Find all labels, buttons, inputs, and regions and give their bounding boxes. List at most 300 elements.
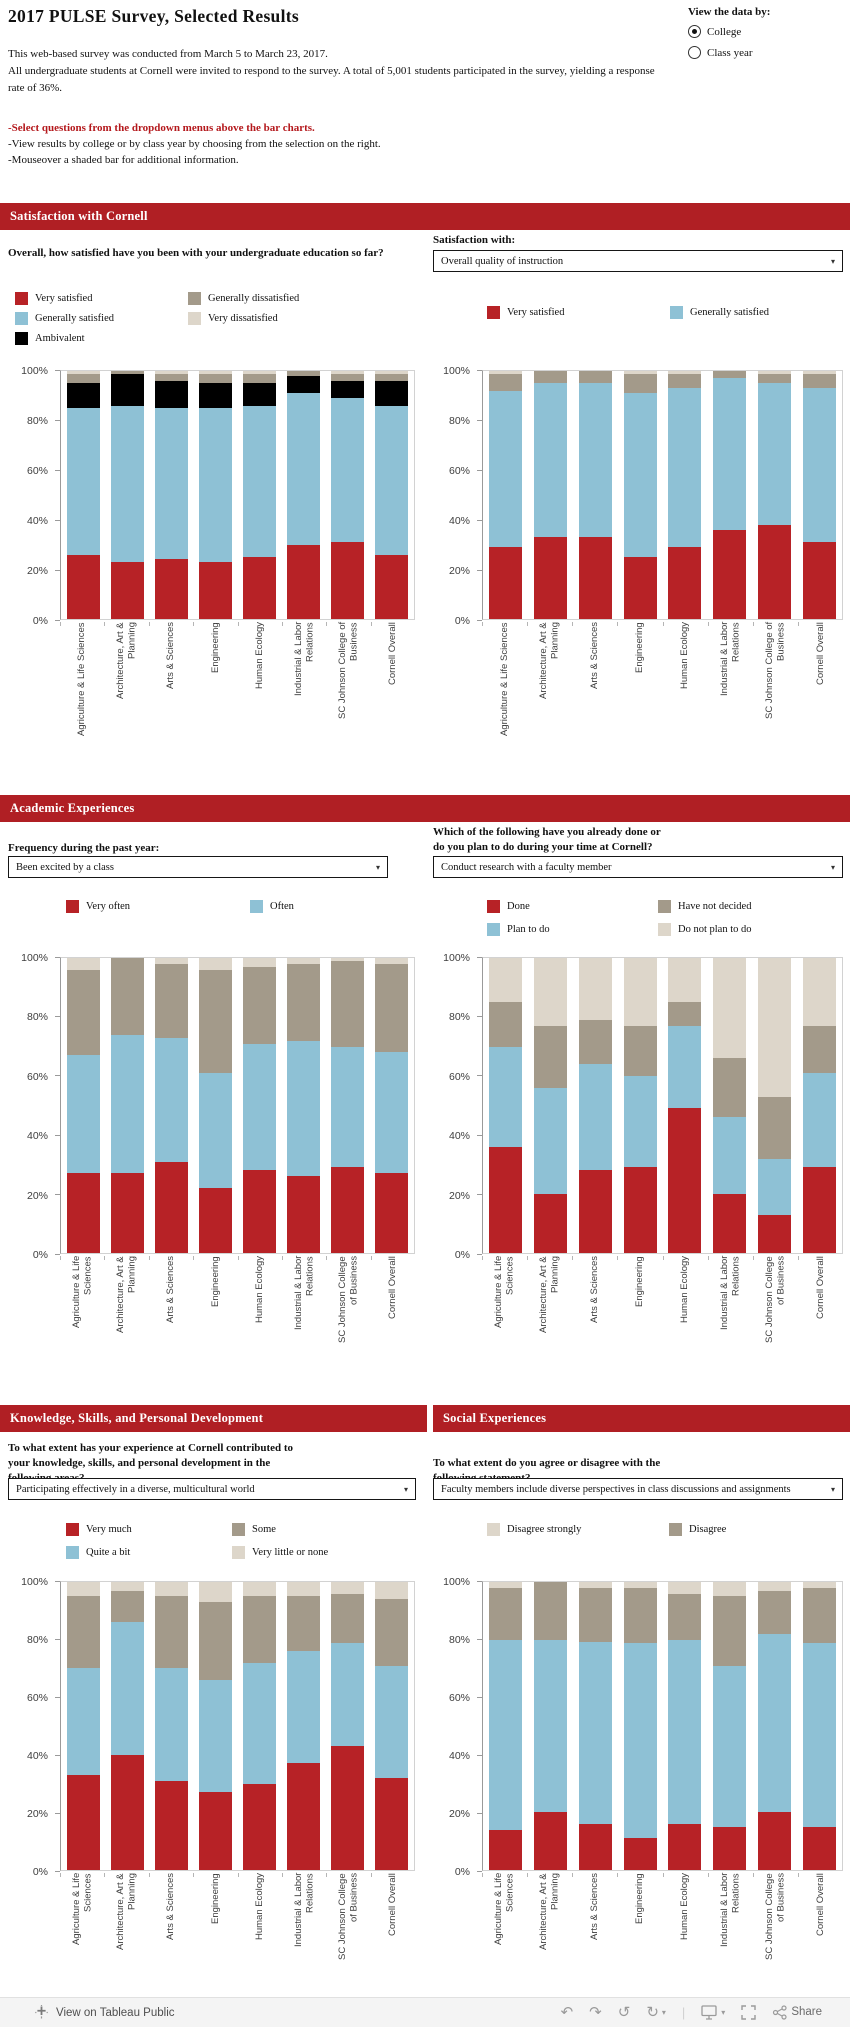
legend-swatch (66, 1523, 79, 1536)
chevron-down-icon: ▾ (375, 862, 380, 872)
x-axis-label (371, 1256, 415, 1384)
bar-segment[interactable] (67, 1668, 100, 1775)
bar-8 (375, 371, 408, 619)
view-on-tableau-link[interactable] (34, 2005, 175, 2020)
bar-segment[interactable] (534, 1812, 567, 1870)
x-axis-label-line: Planning (126, 622, 138, 659)
bar-segment[interactable] (111, 562, 144, 619)
bar-segment[interactable] (579, 1642, 612, 1823)
bar-segment[interactable] (375, 1778, 408, 1870)
bar-segment[interactable] (758, 525, 791, 619)
bar-segment[interactable] (199, 970, 232, 1073)
bar-segment[interactable] (534, 1640, 567, 1813)
legend-item[interactable] (487, 1518, 669, 1541)
plot-area (60, 370, 415, 620)
bar-segment[interactable] (67, 970, 100, 1056)
bar-segment[interactable] (111, 958, 144, 1035)
legend-item[interactable] (15, 288, 188, 308)
bar-segment[interactable] (375, 374, 408, 381)
bar-segment[interactable] (331, 542, 364, 619)
description-line: All undergraduate students at Cornell were invited to respond to the survey. A total of 5,001 students participated in the survey, yielding a response rate of 36%. (8, 65, 655, 95)
x-axis-label-line: SC Johnson College of (337, 622, 349, 720)
bar-segment[interactable] (489, 1002, 522, 1046)
x-axis-label (753, 622, 798, 767)
legend-swatch (487, 306, 500, 319)
bar-segment[interactable] (534, 537, 567, 619)
bar-segment[interactable] (155, 964, 188, 1038)
bar-2 (111, 958, 144, 1253)
bar-segment[interactable] (489, 1588, 522, 1640)
dropdown-plans[interactable] (433, 856, 843, 878)
bar-segment[interactable] (803, 1588, 836, 1643)
bar-segment[interactable] (287, 964, 320, 1041)
bar-segment[interactable] (67, 1596, 100, 1668)
bar-segment[interactable] (155, 559, 188, 619)
bar-segment[interactable] (375, 1599, 408, 1665)
bar-segment[interactable] (803, 388, 836, 542)
bar-segment[interactable] (579, 1020, 612, 1064)
bar-segment[interactable] (624, 1588, 657, 1643)
bar-segment[interactable] (155, 1781, 188, 1870)
bar-segment[interactable] (668, 1582, 701, 1594)
x-axis-label-text (764, 1256, 787, 1384)
bar-segment[interactable] (331, 1047, 364, 1168)
bar-segment[interactable] (624, 1076, 657, 1167)
legend-item[interactable] (15, 328, 188, 348)
legend-label: Quite a bit (86, 1547, 131, 1558)
y-tick-label: 0% (32, 615, 48, 627)
bar-segment[interactable] (243, 1582, 276, 1596)
bar-segment[interactable] (758, 958, 791, 1097)
x-axis-label-line: Industrial & Labor (718, 622, 730, 697)
bar-2 (534, 371, 567, 619)
reset-view-icon[interactable]: ↺ (617, 2004, 631, 2021)
bar-segment[interactable] (668, 1594, 701, 1640)
bar-segment[interactable] (624, 958, 657, 1026)
bar-segment[interactable] (803, 1073, 836, 1167)
bar-segment[interactable] (713, 1827, 746, 1870)
y-tick-label: 20% (448, 1808, 470, 1820)
radio-unselected-icon (688, 46, 701, 59)
x-axis-label-line: SC Johnson College (763, 1873, 775, 1960)
bar-segment[interactable] (668, 1026, 701, 1109)
bar-segment[interactable] (534, 371, 567, 383)
bar-segment[interactable] (375, 1666, 408, 1778)
share-nodes-icon (772, 2005, 788, 2020)
bar-segment[interactable] (331, 374, 364, 381)
undo-icon[interactable]: ↶ (560, 2004, 574, 2021)
bar-segment[interactable] (713, 1194, 746, 1253)
bar-segment[interactable] (243, 1663, 276, 1784)
bar-segment[interactable] (758, 1582, 791, 1591)
bar-5 (668, 958, 701, 1253)
bar-segment[interactable] (199, 1602, 232, 1680)
bar-segment[interactable] (155, 381, 188, 408)
legend-item[interactable] (188, 288, 299, 308)
bar-segment[interactable] (287, 1763, 320, 1870)
question-line: To what extent has your experience at Cornell contributed to (8, 1442, 294, 1454)
bar-segment[interactable] (287, 1582, 320, 1596)
bar-2 (534, 958, 567, 1253)
bar-segment[interactable] (534, 1582, 567, 1640)
x-axis-label-line: Industrial & Labor (718, 1256, 730, 1331)
bar-segment[interactable] (489, 374, 522, 391)
bar-segment[interactable] (199, 374, 232, 384)
bar-segment[interactable] (624, 1026, 657, 1076)
bar-segment[interactable] (534, 958, 567, 1026)
x-axis-label-line: Cornell Overall (387, 1256, 399, 1319)
bar-segment[interactable] (375, 1173, 408, 1253)
radio-class-year[interactable] (688, 46, 770, 59)
x-axis-label (326, 622, 370, 767)
x-axis-label-line: Relations (730, 1256, 742, 1296)
bar-4 (624, 1582, 657, 1870)
bar-segment[interactable] (624, 557, 657, 619)
x-axis-label-text (337, 622, 360, 767)
bar-segment[interactable] (534, 1194, 567, 1253)
bar-segment[interactable] (489, 391, 522, 547)
x-axis-label-line: Planning (549, 1873, 561, 1910)
bar-1 (67, 958, 100, 1253)
section-banner-satisfaction: Satisfaction with Cornell (0, 203, 850, 230)
y-tick-label: 40% (448, 1130, 470, 1143)
fullscreen-icon[interactable] (741, 2005, 756, 2020)
bar-segment[interactable] (111, 1035, 144, 1174)
bar-segment[interactable] (199, 1680, 232, 1792)
legend-label: Generally satisfied (690, 306, 770, 318)
bar-segment[interactable] (758, 1097, 791, 1159)
legend-item[interactable] (250, 895, 294, 918)
x-axis-label-line: Agriculture & Life (493, 1873, 505, 1946)
x-axis-label (617, 1873, 662, 1991)
y-tick-label: 40% (26, 1750, 48, 1762)
bar-segment[interactable] (331, 1167, 364, 1253)
bar-segment[interactable] (243, 1044, 276, 1171)
bar-segment[interactable] (243, 406, 276, 557)
bar-segment[interactable] (489, 1147, 522, 1253)
bar-segment[interactable] (758, 1215, 791, 1253)
legend-frequency (66, 895, 294, 918)
bar-segment[interactable] (489, 1640, 522, 1830)
bar-segment[interactable] (489, 547, 522, 619)
legend-item[interactable] (15, 308, 188, 328)
dropdown-development[interactable] (8, 1478, 416, 1500)
bar-segment[interactable] (111, 1591, 144, 1623)
bar-segment[interactable] (668, 388, 701, 547)
bar-segment[interactable] (287, 376, 320, 393)
bar-segment[interactable] (199, 383, 232, 408)
x-axis-label-line: Agriculture & Life (70, 1873, 82, 1946)
bar-segment[interactable] (803, 374, 836, 389)
bar-segment[interactable] (624, 1167, 657, 1253)
bar-segment[interactable] (199, 408, 232, 562)
bar-segment[interactable] (713, 1117, 746, 1194)
bar-segment[interactable] (111, 1173, 144, 1253)
bar-segment[interactable] (579, 1824, 612, 1870)
bar-segment[interactable] (67, 555, 100, 619)
legend-item[interactable] (66, 1541, 232, 1564)
bar-segment[interactable] (534, 383, 567, 537)
x-axis (482, 1873, 843, 1991)
bar-segment[interactable] (375, 1052, 408, 1173)
bar-segment[interactable] (758, 383, 791, 524)
bar-segment[interactable] (534, 1026, 567, 1088)
bar-segment[interactable] (67, 1173, 100, 1253)
bar-segment[interactable] (668, 1640, 701, 1824)
bar-segment[interactable] (579, 958, 612, 1020)
bar-segment[interactable] (111, 1622, 144, 1754)
bar-segment[interactable] (199, 562, 232, 619)
refresh-icon[interactable]: ↻ ▾ (646, 2004, 666, 2021)
bar-segment[interactable] (668, 374, 701, 389)
legend-item[interactable] (66, 895, 250, 918)
bar-segment[interactable] (287, 545, 320, 619)
bar-segment[interactable] (803, 1026, 836, 1073)
legend-item[interactable] (658, 895, 752, 918)
bar-4 (624, 371, 657, 619)
x-axis-label-line: Cornell Overall (814, 1256, 826, 1319)
legend-label: Very satisfied (35, 292, 93, 304)
bar-6 (287, 371, 320, 619)
question-line: your knowledge, skills, and personal development in the (8, 1457, 271, 1469)
x-axis-label-text (387, 1256, 398, 1384)
bar-segment[interactable] (67, 374, 100, 384)
x-axis-label (617, 1256, 662, 1384)
bar-segment[interactable] (287, 1651, 320, 1763)
bar-segment[interactable] (287, 1176, 320, 1253)
x-axis-label (527, 1256, 572, 1384)
bar-segment[interactable] (67, 1775, 100, 1870)
bar-2 (111, 1582, 144, 1870)
bar-segment[interactable] (668, 1824, 701, 1870)
bar-segment[interactable] (803, 542, 836, 619)
x-axis-label-text (115, 1873, 138, 1991)
x-axis-label-text (165, 1873, 176, 1991)
bar-segment[interactable] (668, 1108, 701, 1253)
bar-segment[interactable] (624, 1643, 657, 1839)
bar-5 (668, 371, 701, 619)
plot-area (482, 370, 843, 620)
bar-segment[interactable] (287, 1041, 320, 1177)
bar-segment[interactable] (243, 1596, 276, 1662)
dropdown-agreement[interactable] (433, 1478, 843, 1500)
bar-segment[interactable] (624, 1838, 657, 1870)
bar-segment[interactable] (155, 374, 188, 381)
bar-segment[interactable] (331, 1594, 364, 1643)
radio-college[interactable] (688, 25, 770, 38)
x-axis-label-text (764, 1873, 787, 1991)
bar-segment[interactable] (713, 378, 746, 529)
legend-item[interactable] (66, 1518, 232, 1541)
bar-segment[interactable] (375, 381, 408, 406)
x-axis-label-line: Cornell Overall (814, 622, 826, 685)
bar-segment[interactable] (489, 958, 522, 1002)
x-axis-label (60, 1256, 104, 1384)
bar-segment[interactable] (803, 1167, 836, 1253)
bar-8 (375, 1582, 408, 1870)
dropdown-frequency[interactable] (8, 856, 388, 878)
legend-label: Often (270, 901, 294, 912)
bar-segment[interactable] (758, 1591, 791, 1634)
bar-segment[interactable] (155, 1038, 188, 1162)
bar-segment[interactable] (624, 393, 657, 557)
legend-item[interactable] (658, 918, 752, 941)
display-options-icon[interactable] (701, 2005, 725, 2020)
bar-segment[interactable] (331, 381, 364, 398)
legend-plans (487, 895, 752, 941)
bar-segment[interactable] (243, 967, 276, 1044)
bar-4 (199, 958, 232, 1253)
bar-segment[interactable] (287, 393, 320, 544)
bar-segment[interactable] (624, 374, 657, 394)
legend-item[interactable] (669, 1518, 726, 1541)
bar-segment[interactable] (758, 1812, 791, 1870)
bar-segment[interactable] (155, 1162, 188, 1253)
view-link-label: View on Tableau Public (56, 2006, 175, 2019)
share-button[interactable] (772, 2005, 822, 2020)
bar-7 (758, 958, 791, 1253)
bar-segment[interactable] (534, 1088, 567, 1194)
chevron-down-icon: ▾ (403, 1484, 408, 1494)
plot-area (482, 957, 843, 1254)
bar-segment[interactable] (155, 408, 188, 559)
fullscreen-brackets-icon (741, 2005, 756, 2020)
bar-segment[interactable] (155, 1582, 188, 1596)
x-axis-label-text (337, 1256, 360, 1384)
legend-item[interactable] (232, 1541, 328, 1564)
bar-segment[interactable] (579, 1064, 612, 1170)
bar-segment[interactable] (331, 398, 364, 542)
legend-item[interactable] (232, 1518, 328, 1541)
legend-item[interactable] (487, 895, 658, 918)
bar-segment[interactable] (199, 958, 232, 970)
bar-segment[interactable] (155, 1668, 188, 1780)
bar-segment[interactable] (713, 1582, 746, 1596)
bar-segment[interactable] (199, 1792, 232, 1870)
y-tick-label: 40% (26, 515, 48, 527)
x-axis-label-text (387, 1873, 398, 1991)
bar-segment[interactable] (331, 1746, 364, 1870)
legend-item[interactable] (487, 302, 670, 322)
bar-segment[interactable] (803, 1827, 836, 1870)
bar-segment[interactable] (243, 383, 276, 405)
x-axis-label-text (387, 622, 398, 767)
y-tick-label: 60% (26, 1692, 48, 1704)
bar-segment[interactable] (803, 1643, 836, 1827)
bar-segment[interactable] (67, 408, 100, 554)
bar-segment[interactable] (375, 555, 408, 619)
bar-segment[interactable] (243, 557, 276, 619)
x-axis-label-text (293, 622, 316, 767)
dropdown-satisfaction-with[interactable] (433, 250, 843, 272)
bar-segment[interactable] (155, 1596, 188, 1668)
bar-segment[interactable] (579, 1170, 612, 1253)
bar-segment[interactable] (287, 1596, 320, 1651)
bar-segment[interactable] (199, 1188, 232, 1253)
bar-4 (624, 958, 657, 1253)
bar-segment[interactable] (668, 958, 701, 1002)
bar-segment[interactable] (713, 530, 746, 619)
bar-segment[interactable] (579, 537, 612, 619)
bar-segment[interactable] (489, 1830, 522, 1870)
x-axis-label-line: Human Ecology (679, 1256, 691, 1324)
legend-item[interactable] (188, 308, 299, 328)
x-axis-label (572, 1873, 617, 1991)
y-tick-label: 0% (32, 1249, 48, 1261)
legend-item[interactable] (670, 302, 769, 322)
y-tick-label: 80% (448, 415, 470, 427)
bar-segment[interactable] (243, 1784, 276, 1870)
y-tick-label: 60% (26, 465, 48, 477)
bar-segment[interactable] (111, 1755, 144, 1870)
bar-segment[interactable] (579, 1588, 612, 1643)
x-axis-label-text (679, 622, 690, 767)
bar-segment[interactable] (758, 1634, 791, 1813)
bar-segment[interactable] (375, 406, 408, 555)
bar-segment[interactable] (713, 1058, 746, 1117)
bar-segment[interactable] (579, 371, 612, 383)
legend-item[interactable] (487, 918, 658, 941)
bar-segment[interactable] (758, 374, 791, 384)
bar-segment[interactable] (803, 958, 836, 1026)
bar-segment[interactable] (67, 1055, 100, 1173)
bar-segment[interactable] (111, 374, 144, 406)
x-axis-label-line: Industrial & Labor (718, 1873, 730, 1948)
bar-segment[interactable] (713, 958, 746, 1058)
x-axis-label-line: Human Ecology (253, 1256, 265, 1324)
bar-segment[interactable] (243, 1170, 276, 1253)
bar-segment[interactable] (375, 964, 408, 1053)
y-tick-label: 80% (26, 1011, 48, 1024)
redo-icon[interactable]: ↷ (589, 2004, 602, 2021)
bar-segment[interactable] (331, 961, 364, 1047)
bar-segment[interactable] (758, 1159, 791, 1215)
bar-segment[interactable] (67, 1582, 100, 1596)
bar-segment[interactable] (489, 1047, 522, 1147)
caret-down-icon: ▾ (721, 2007, 726, 2017)
x-axis-label-line: Relations (730, 1873, 742, 1913)
legend-swatch (232, 1546, 245, 1559)
x-axis-label-text (115, 1256, 138, 1384)
bar-segment[interactable] (668, 1002, 701, 1026)
bar-segment[interactable] (199, 1582, 232, 1602)
bar-segment[interactable] (375, 1582, 408, 1599)
bar-segment[interactable] (67, 383, 100, 408)
bar-segment[interactable] (67, 958, 100, 970)
instruction-line: -View results by college or by class year by choosing from the selection on the right. (8, 138, 381, 150)
x-axis-label-line: Arts & Sciences (165, 622, 177, 690)
dropdown-value: Faculty members include diverse perspectives in class discussions and assignments (441, 1483, 791, 1495)
y-tick-label: 40% (448, 1750, 470, 1762)
bar-6 (713, 371, 746, 619)
bar-segment[interactable] (331, 1643, 364, 1747)
bar-segment[interactable] (713, 1596, 746, 1665)
bar-segment[interactable] (199, 1073, 232, 1188)
bar-7 (331, 371, 364, 619)
bar-segment[interactable] (243, 958, 276, 967)
x-axis-label-line: Relations (304, 1873, 316, 1913)
bar-segment[interactable] (331, 1582, 364, 1594)
bar-segment[interactable] (243, 374, 276, 384)
bar-1 (489, 1582, 522, 1870)
bar-segment[interactable] (713, 371, 746, 378)
bar-segment[interactable] (111, 1582, 144, 1591)
y-tick-label: 60% (448, 1692, 470, 1704)
bar-segment[interactable] (111, 406, 144, 562)
bar-segment[interactable] (579, 383, 612, 537)
bar-segment[interactable] (713, 1666, 746, 1827)
bar-segment[interactable] (668, 547, 701, 619)
